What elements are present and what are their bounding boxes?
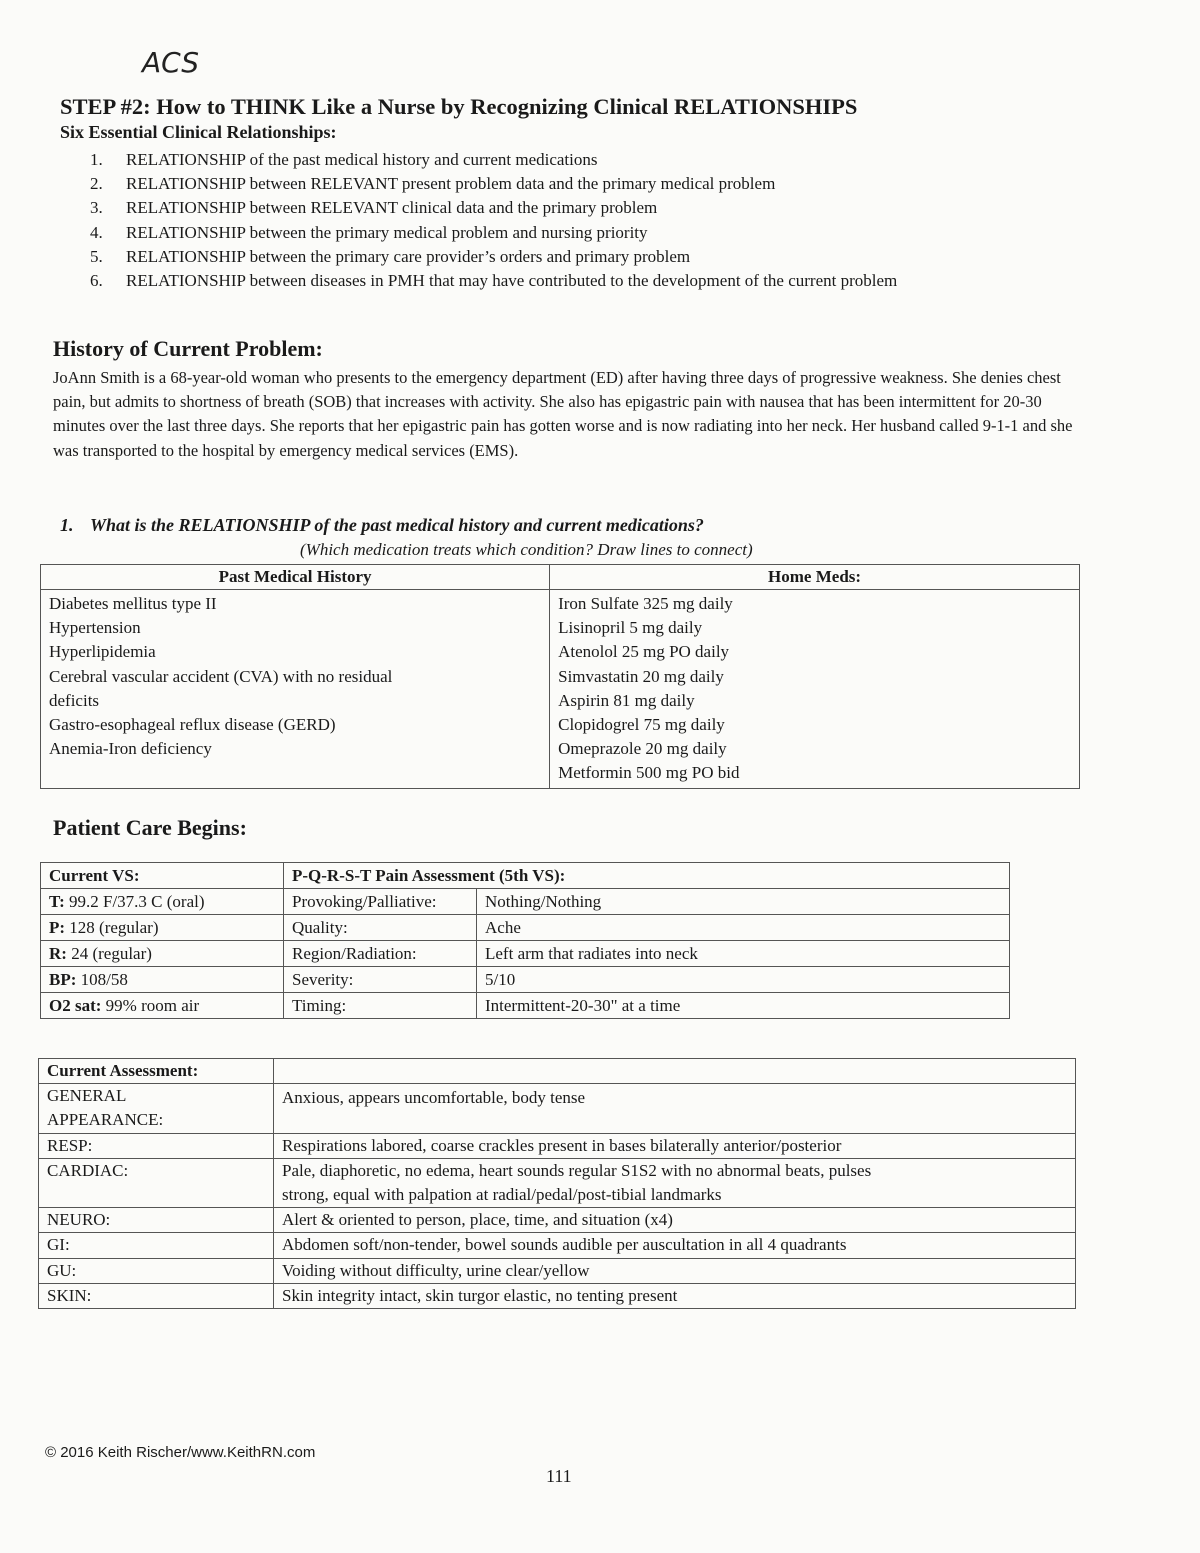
table-row: O2 sat: 99% room air Timing: Intermittent-20-30" at a time bbox=[41, 993, 1010, 1019]
table-row: P: 128 (regular) Quality: Ache bbox=[41, 915, 1010, 941]
page-number: 111 bbox=[546, 1466, 572, 1486]
table-row: SKIN: Skin integrity intact, skin turgor elastic, no tenting present bbox=[39, 1283, 1076, 1308]
table-row: GI: Abdomen soft/non-tender, bowel sounds audible per auscultation in all 4 quadrants bbox=[39, 1233, 1076, 1258]
relationships-list bbox=[90, 148, 897, 293]
vital-signs-table bbox=[40, 862, 1010, 1019]
pmh-item: Hyperlipidemia bbox=[49, 642, 156, 662]
list-item: 2. RELATIONSHIP between RELEVANT present problem data and the primary medical problem bbox=[90, 174, 776, 194]
pmh-item: Hypertension bbox=[49, 618, 141, 638]
meds-header: Home Meds: bbox=[550, 565, 1080, 590]
med-item: Lisinopril 5 mg daily bbox=[558, 618, 703, 638]
relationships-heading: Six Essential Clinical Relationships: bbox=[60, 122, 337, 142]
pain-header: P-Q-R-S-T Pain Assessment (5th VS): bbox=[284, 863, 1010, 889]
table-row: RESP: Respirations labored, coarse crackles present in bases bilaterally anterior/posterior bbox=[39, 1133, 1076, 1158]
table-row: NEURO: Alert & oriented to person, place, time, and situation (x4) bbox=[39, 1208, 1076, 1233]
list-item: 6. RELATIONSHIP between diseases in PMH that may have contributed to the development of the current problem bbox=[90, 270, 898, 290]
history-paragraph: JoAnn Smith is a 68-year-old woman who presents to the emergency department (ED) after having three days of progressive weakness. She denies chest pain, but admits to shortness of breath (SOB) that increases with activity. She also has epigastric pain with nausea that has been intermittent for 20-30 minutes over the last three days. She reports that her epigastric pain has gotten worse and is now radiating into her neck. Her husband called 9-1-1 and she was transported to the hospital by emergency medical services (EMS). bbox=[53, 368, 1073, 460]
table-row: BP: 108/58 Severity: 5/10 bbox=[41, 967, 1010, 993]
med-item: Simvastatin 20 mg daily bbox=[558, 666, 724, 686]
table-row: T: 99.2 F/37.3 C (oral) Provoking/Palliative: Nothing/Nothing bbox=[41, 889, 1010, 915]
meds-list bbox=[550, 590, 1080, 789]
pmh-item: deficits bbox=[49, 690, 100, 710]
list-item: 3. RELATIONSHIP between RELEVANT clinical data and the primary problem bbox=[90, 198, 658, 218]
table-row: CARDIAC: Pale, diaphoretic, no edema, heart sounds regular S1S2 with no abnormal beats, pulses strong, equal with palpation at radial/pedal/post-tibial landmarks bbox=[39, 1158, 1076, 1207]
assessment-table bbox=[38, 1058, 1076, 1309]
list-item: 5. RELATIONSHIP between the primary care provider’s orders and primary problem bbox=[90, 246, 691, 266]
pmh-item: Anemia-Iron deficiency bbox=[49, 739, 212, 759]
patient-care-heading: Patient Care Begins: bbox=[53, 815, 247, 840]
assessment-header: Current Assessment: bbox=[39, 1059, 274, 1084]
list-item: 4. RELATIONSHIP between the primary medical problem and nursing priority bbox=[90, 222, 648, 242]
table-row: GENERAL APPEARANCE: Anxious, appears uncomfortable, body tense bbox=[39, 1084, 1076, 1133]
med-item: Metformin 500 mg PO bid bbox=[558, 763, 740, 783]
med-item: Iron Sulfate 325 mg daily bbox=[558, 594, 733, 613]
med-item: Atenolol 25 mg PO daily bbox=[558, 642, 730, 662]
pmh-item: Cerebral vascular accident (CVA) with no residual bbox=[49, 666, 393, 686]
pmh-item: Diabetes mellitus type II bbox=[49, 594, 217, 613]
vs-header: Current VS: bbox=[41, 863, 284, 889]
med-item: Omeprazole 20 mg daily bbox=[558, 739, 727, 759]
list-item: 1. RELATIONSHIP of the past medical history and current medications bbox=[90, 150, 598, 169]
history-heading: History of Current Problem: bbox=[53, 336, 323, 361]
med-item: Aspirin 81 mg daily bbox=[558, 690, 695, 710]
page-title: STEP #2: How to THINK Like a Nurse by Recognizing Clinical RELATIONSHIPS bbox=[60, 94, 858, 119]
question-1-instruction: (Which medication treats which condition? Draw lines to connect) bbox=[300, 540, 753, 559]
pmh-meds-table bbox=[40, 564, 1080, 789]
pmh-list bbox=[41, 590, 550, 789]
table-row: GU: Voiding without difficulty, urine clear/yellow bbox=[39, 1258, 1076, 1283]
question-1: 1. What is the RELATIONSHIP of the past medical history and current medications? bbox=[60, 515, 704, 535]
pmh-item: Gastro-esophageal reflux disease (GERD) bbox=[49, 715, 336, 735]
handwritten-note: ACS bbox=[142, 46, 199, 79]
pmh-header: Past Medical History bbox=[41, 565, 550, 590]
table-row: R: 24 (regular) Region/Radiation: Left arm that radiates into neck bbox=[41, 941, 1010, 967]
med-item: Clopidogrel 75 mg daily bbox=[558, 715, 725, 735]
copyright-notice: © 2016 Keith Rischer/www.KeithRN.com bbox=[45, 1444, 316, 1461]
